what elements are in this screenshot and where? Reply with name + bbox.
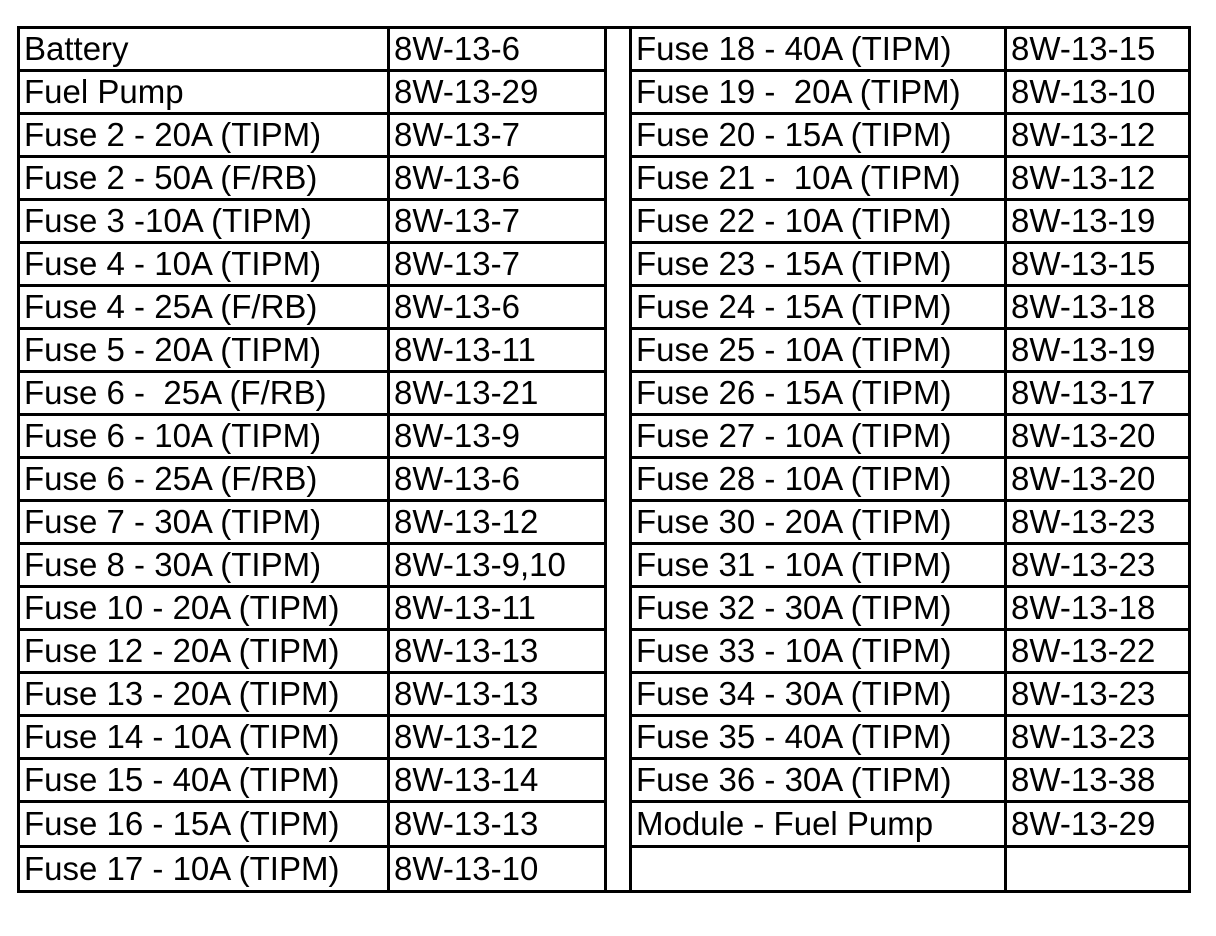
- right-reference-cell: 8W-13-23: [1006, 673, 1190, 716]
- left-component-cell: Fuse 17 - 10A (TIPM): [19, 847, 389, 892]
- column-separator: [606, 415, 631, 458]
- left-reference-cell: 8W-13-12: [389, 716, 606, 759]
- left-component-cell: Fuse 4 - 10A (TIPM): [19, 243, 389, 286]
- column-separator: [606, 71, 631, 114]
- left-reference-cell: 8W-13-29: [389, 71, 606, 114]
- right-component-cell: Fuse 28 - 10A (TIPM): [631, 458, 1006, 501]
- right-reference-cell: 8W-13-29: [1006, 802, 1190, 847]
- left-reference-cell: 8W-13-6: [389, 157, 606, 200]
- right-reference-cell: 8W-13-15: [1006, 28, 1190, 71]
- left-component-cell: Fuse 16 - 15A (TIPM): [19, 802, 389, 847]
- left-component-cell: Fuse 14 - 10A (TIPM): [19, 716, 389, 759]
- left-component-cell: Fuse 6 - 25A (F/RB): [19, 458, 389, 501]
- left-component-cell: Fuse 3 -10A (TIPM): [19, 200, 389, 243]
- left-reference-cell: 8W-13-13: [389, 673, 606, 716]
- table-row: [19, 544, 1190, 587]
- fuse-table-body: [19, 28, 1190, 892]
- left-component-cell: Fuse 8 - 30A (TIPM): [19, 544, 389, 587]
- column-separator: [606, 329, 631, 372]
- column-separator: [606, 114, 631, 157]
- left-reference-cell: 8W-13-6: [389, 286, 606, 329]
- left-component-cell: Fuse 2 - 50A (F/RB): [19, 157, 389, 200]
- left-reference-cell: 8W-13-10: [389, 847, 606, 892]
- right-component-cell: Fuse 21 - 10A (TIPM): [631, 157, 1006, 200]
- right-reference-cell: 8W-13-23: [1006, 716, 1190, 759]
- table-row: [19, 673, 1190, 716]
- left-component-cell: Battery: [19, 28, 389, 71]
- right-reference-cell: 8W-13-23: [1006, 501, 1190, 544]
- left-component-cell: Fuel Pump: [19, 71, 389, 114]
- column-separator: [606, 286, 631, 329]
- right-component-cell: Fuse 31 - 10A (TIPM): [631, 544, 1006, 587]
- left-component-cell: Fuse 10 - 20A (TIPM): [19, 587, 389, 630]
- table-row: [19, 372, 1190, 415]
- left-reference-cell: 8W-13-7: [389, 114, 606, 157]
- left-reference-cell: 8W-13-14: [389, 759, 606, 802]
- column-separator: [606, 673, 631, 716]
- column-separator: [606, 28, 631, 71]
- table-row: [19, 802, 1190, 847]
- table-row: [19, 286, 1190, 329]
- right-reference-cell: 8W-13-20: [1006, 415, 1190, 458]
- column-separator: [606, 587, 631, 630]
- left-reference-cell: 8W-13-9: [389, 415, 606, 458]
- column-separator: [606, 759, 631, 802]
- right-component-cell: Fuse 33 - 10A (TIPM): [631, 630, 1006, 673]
- left-component-cell: Fuse 15 - 40A (TIPM): [19, 759, 389, 802]
- right-reference-cell: [1006, 847, 1190, 892]
- column-separator: [606, 200, 631, 243]
- table-row: [19, 415, 1190, 458]
- fuse-reference-table: [17, 26, 1191, 893]
- table-row: [19, 71, 1190, 114]
- right-reference-cell: 8W-13-23: [1006, 544, 1190, 587]
- right-component-cell: Fuse 34 - 30A (TIPM): [631, 673, 1006, 716]
- table-row: [19, 716, 1190, 759]
- table-row: [19, 587, 1190, 630]
- right-component-cell: [631, 847, 1006, 892]
- left-reference-cell: 8W-13-21: [389, 372, 606, 415]
- table-row: [19, 200, 1190, 243]
- left-reference-cell: 8W-13-13: [389, 802, 606, 847]
- right-reference-cell: 8W-13-10: [1006, 71, 1190, 114]
- right-component-cell: Fuse 30 - 20A (TIPM): [631, 501, 1006, 544]
- left-reference-cell: 8W-13-11: [389, 329, 606, 372]
- column-separator: [606, 372, 631, 415]
- right-component-cell: Fuse 24 - 15A (TIPM): [631, 286, 1006, 329]
- left-component-cell: Fuse 7 - 30A (TIPM): [19, 501, 389, 544]
- left-component-cell: Fuse 4 - 25A (F/RB): [19, 286, 389, 329]
- left-reference-cell: 8W-13-6: [389, 458, 606, 501]
- right-component-cell: Fuse 19 - 20A (TIPM): [631, 71, 1006, 114]
- right-component-cell: Fuse 32 - 30A (TIPM): [631, 587, 1006, 630]
- right-reference-cell: 8W-13-18: [1006, 587, 1190, 630]
- right-reference-cell: 8W-13-38: [1006, 759, 1190, 802]
- table-row: [19, 114, 1190, 157]
- right-component-cell: Fuse 20 - 15A (TIPM): [631, 114, 1006, 157]
- column-separator: [606, 716, 631, 759]
- right-reference-cell: 8W-13-20: [1006, 458, 1190, 501]
- right-component-cell: Fuse 27 - 10A (TIPM): [631, 415, 1006, 458]
- table-row: [19, 243, 1190, 286]
- right-reference-cell: 8W-13-22: [1006, 630, 1190, 673]
- left-component-cell: Fuse 12 - 20A (TIPM): [19, 630, 389, 673]
- right-reference-cell: 8W-13-19: [1006, 329, 1190, 372]
- left-reference-cell: 8W-13-9,10: [389, 544, 606, 587]
- column-separator: [606, 847, 631, 892]
- right-reference-cell: 8W-13-19: [1006, 200, 1190, 243]
- left-reference-cell: 8W-13-13: [389, 630, 606, 673]
- right-component-cell: Fuse 18 - 40A (TIPM): [631, 28, 1006, 71]
- table-row: [19, 847, 1190, 892]
- left-reference-cell: 8W-13-7: [389, 243, 606, 286]
- right-component-cell: Fuse 22 - 10A (TIPM): [631, 200, 1006, 243]
- column-separator: [606, 243, 631, 286]
- table-row: [19, 329, 1190, 372]
- table-row: [19, 28, 1190, 71]
- left-component-cell: Fuse 13 - 20A (TIPM): [19, 673, 389, 716]
- column-separator: [606, 802, 631, 847]
- column-separator: [606, 157, 631, 200]
- right-component-cell: Fuse 25 - 10A (TIPM): [631, 329, 1006, 372]
- right-reference-cell: 8W-13-15: [1006, 243, 1190, 286]
- right-reference-cell: 8W-13-12: [1006, 157, 1190, 200]
- right-component-cell: Fuse 36 - 30A (TIPM): [631, 759, 1006, 802]
- left-reference-cell: 8W-13-7: [389, 200, 606, 243]
- left-component-cell: Fuse 6 - 25A (F/RB): [19, 372, 389, 415]
- table-row: [19, 458, 1190, 501]
- right-component-cell: Module - Fuel Pump: [631, 802, 1006, 847]
- column-separator: [606, 458, 631, 501]
- right-component-cell: Fuse 23 - 15A (TIPM): [631, 243, 1006, 286]
- column-separator: [606, 544, 631, 587]
- left-reference-cell: 8W-13-11: [389, 587, 606, 630]
- column-separator: [606, 630, 631, 673]
- right-reference-cell: 8W-13-17: [1006, 372, 1190, 415]
- right-component-cell: Fuse 35 - 40A (TIPM): [631, 716, 1006, 759]
- right-reference-cell: 8W-13-12: [1006, 114, 1190, 157]
- left-component-cell: Fuse 2 - 20A (TIPM): [19, 114, 389, 157]
- left-reference-cell: 8W-13-12: [389, 501, 606, 544]
- table-row: [19, 630, 1190, 673]
- table-row: [19, 157, 1190, 200]
- left-component-cell: Fuse 6 - 10A (TIPM): [19, 415, 389, 458]
- table-row: [19, 501, 1190, 544]
- right-component-cell: Fuse 26 - 15A (TIPM): [631, 372, 1006, 415]
- table-row: [19, 759, 1190, 802]
- right-reference-cell: 8W-13-18: [1006, 286, 1190, 329]
- left-reference-cell: 8W-13-6: [389, 28, 606, 71]
- column-separator: [606, 501, 631, 544]
- left-component-cell: Fuse 5 - 20A (TIPM): [19, 329, 389, 372]
